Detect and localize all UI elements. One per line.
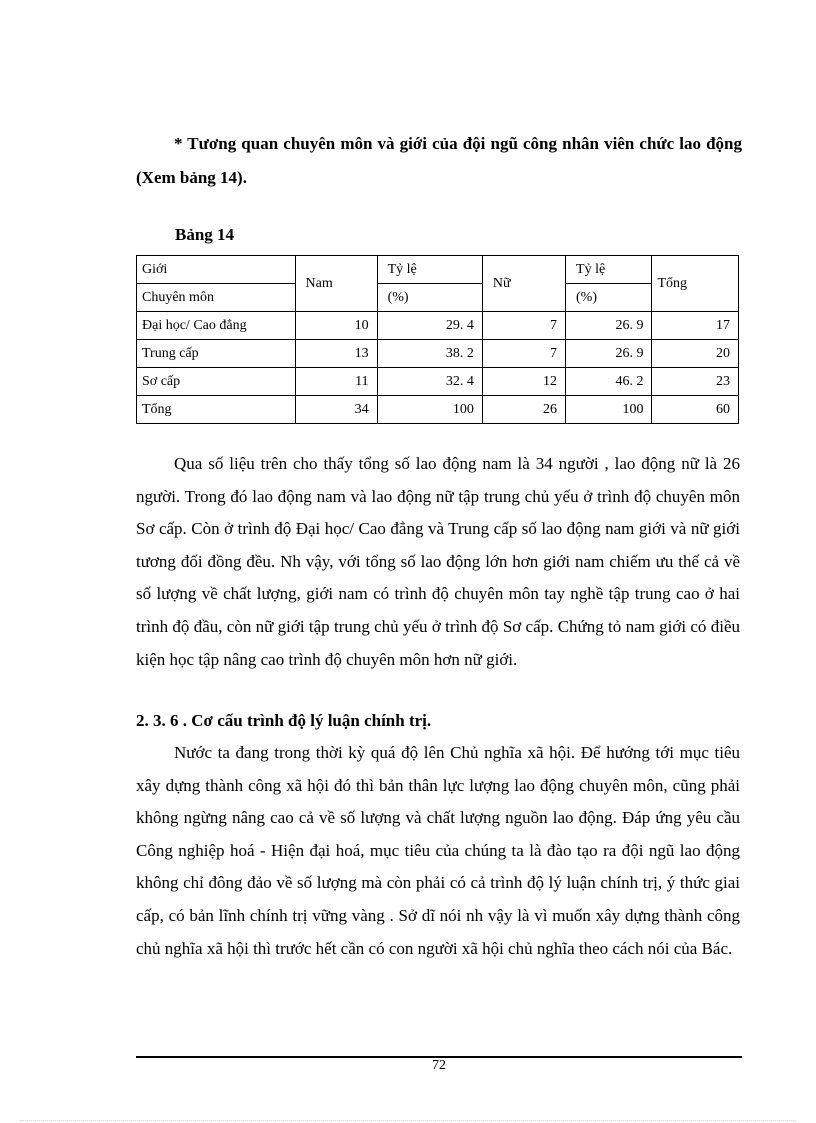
table-row bbox=[137, 368, 739, 396]
header-tyle-nu-line2: (%) bbox=[566, 284, 652, 312]
data-table bbox=[136, 255, 739, 424]
cell-tong: 60 bbox=[652, 396, 739, 424]
table-row bbox=[137, 312, 739, 340]
cell-nam: 11 bbox=[295, 368, 377, 396]
cell-nam: 13 bbox=[295, 340, 377, 368]
row-label: Đại học/ Cao đẳng bbox=[137, 312, 296, 340]
page-number: 72 bbox=[432, 1058, 446, 1073]
cell-tyle-nam: 38. 2 bbox=[377, 340, 482, 368]
cell-tong: 20 bbox=[652, 340, 739, 368]
header-chuyen-mon: Chuyên môn bbox=[137, 284, 296, 312]
cell-tyle-nam: 32. 4 bbox=[377, 368, 482, 396]
cell-tong: 17 bbox=[652, 312, 739, 340]
table-row bbox=[137, 340, 739, 368]
header-tong: Tổng bbox=[652, 256, 739, 312]
cell-nu: 12 bbox=[482, 368, 565, 396]
cell-nam: 10 bbox=[295, 312, 377, 340]
cell-tyle-nu: 100 bbox=[566, 396, 652, 424]
page-bottom-border bbox=[20, 1120, 796, 1121]
header-tyle-nam-line2: (%) bbox=[377, 284, 482, 312]
cell-tyle-nu: 46. 2 bbox=[566, 368, 652, 396]
header-tyle-nam-line1: Tỷ lệ bbox=[377, 256, 482, 284]
analysis-paragraph: Qua số liệu trên cho thấy tổng số lao động nam là 34 người , lao động nữ là 26 người. Trong đó lao động nam và lao động nữ tập trung chủ yếu ở trình độ chuyên môn Sơ cấp. Còn ở trình độ Đại học/ Cao đẳng và Trung cấp số lao động nam giới và nữ giới tương đối đồng đều. Nh vậy, với tổng số lao động lớn hơn giới nam chiếm ưu thế cả về số lượng về chất lượng, giới nam có trình độ chuyên môn tay nghề tập trung cao ở hai trình độ đầu, còn nữ giới tập trung chủ yếu ở trình độ Sơ cấp. Chứng tỏ nam giới có điều kiện học tập nâng cao trình độ chuyên môn hơn nữ giới. bbox=[136, 454, 740, 669]
row-label: Tổng bbox=[137, 396, 296, 424]
cell-tong: 23 bbox=[652, 368, 739, 396]
header-tyle-nu-line1: Tỷ lệ bbox=[566, 256, 652, 284]
cell-nu: 26 bbox=[482, 396, 565, 424]
section-intro-heading: * Tương quan chuyên môn và giới của đội ngũ công nhân viên chức lao động (Xem bảng 14). bbox=[136, 134, 742, 187]
row-label: Trung cấp bbox=[137, 340, 296, 368]
cell-nu: 7 bbox=[482, 312, 565, 340]
table-row bbox=[137, 396, 739, 424]
cell-tyle-nu: 26. 9 bbox=[566, 340, 652, 368]
table-header-row bbox=[137, 256, 739, 284]
section-heading: 2. 3. 6 . Cơ cấu trình độ lý luận chính trị. bbox=[136, 711, 432, 730]
cell-tyle-nu: 26. 9 bbox=[566, 312, 652, 340]
cell-tyle-nam: 29. 4 bbox=[377, 312, 482, 340]
section-paragraph: Nước ta đang trong thời kỳ quá độ lên Chủ nghĩa xã hội. Để hướng tới mục tiêu xây dựng thành công xã hội đó thì bản thân lực lượng lao động chuyên môn, cũng phải không ngừng nâng cao cả về số lượng và chất lượng nguồn lao động. Đáp ứng yêu cầu Công nghiệp hoá - Hiện đại hoá, mục tiêu của chúng ta là đào tạo ra đội ngũ lao động không chỉ đông đảo về số lượng mà còn phải có cả trình độ lý luận chính trị, ý thức giai cấp, có bản lĩnh chính trị vững vàng . Sở dĩ nói nh vậy là vì muốn xây dựng thành công chủ nghĩa xã hội thì trước hết cần có con người xã hội chủ nghĩa theo cách nói của Bác. bbox=[136, 743, 740, 958]
cell-nu: 7 bbox=[482, 340, 565, 368]
cell-nam: 34 bbox=[295, 396, 377, 424]
header-nu: Nữ bbox=[482, 256, 565, 312]
cell-tyle-nam: 100 bbox=[377, 396, 482, 424]
table-caption: Bảng 14 bbox=[175, 225, 235, 244]
table-header-row-2 bbox=[137, 284, 739, 312]
header-gioi: Giới bbox=[137, 256, 296, 284]
row-label: Sơ cấp bbox=[137, 368, 296, 396]
header-nam: Nam bbox=[295, 256, 377, 312]
